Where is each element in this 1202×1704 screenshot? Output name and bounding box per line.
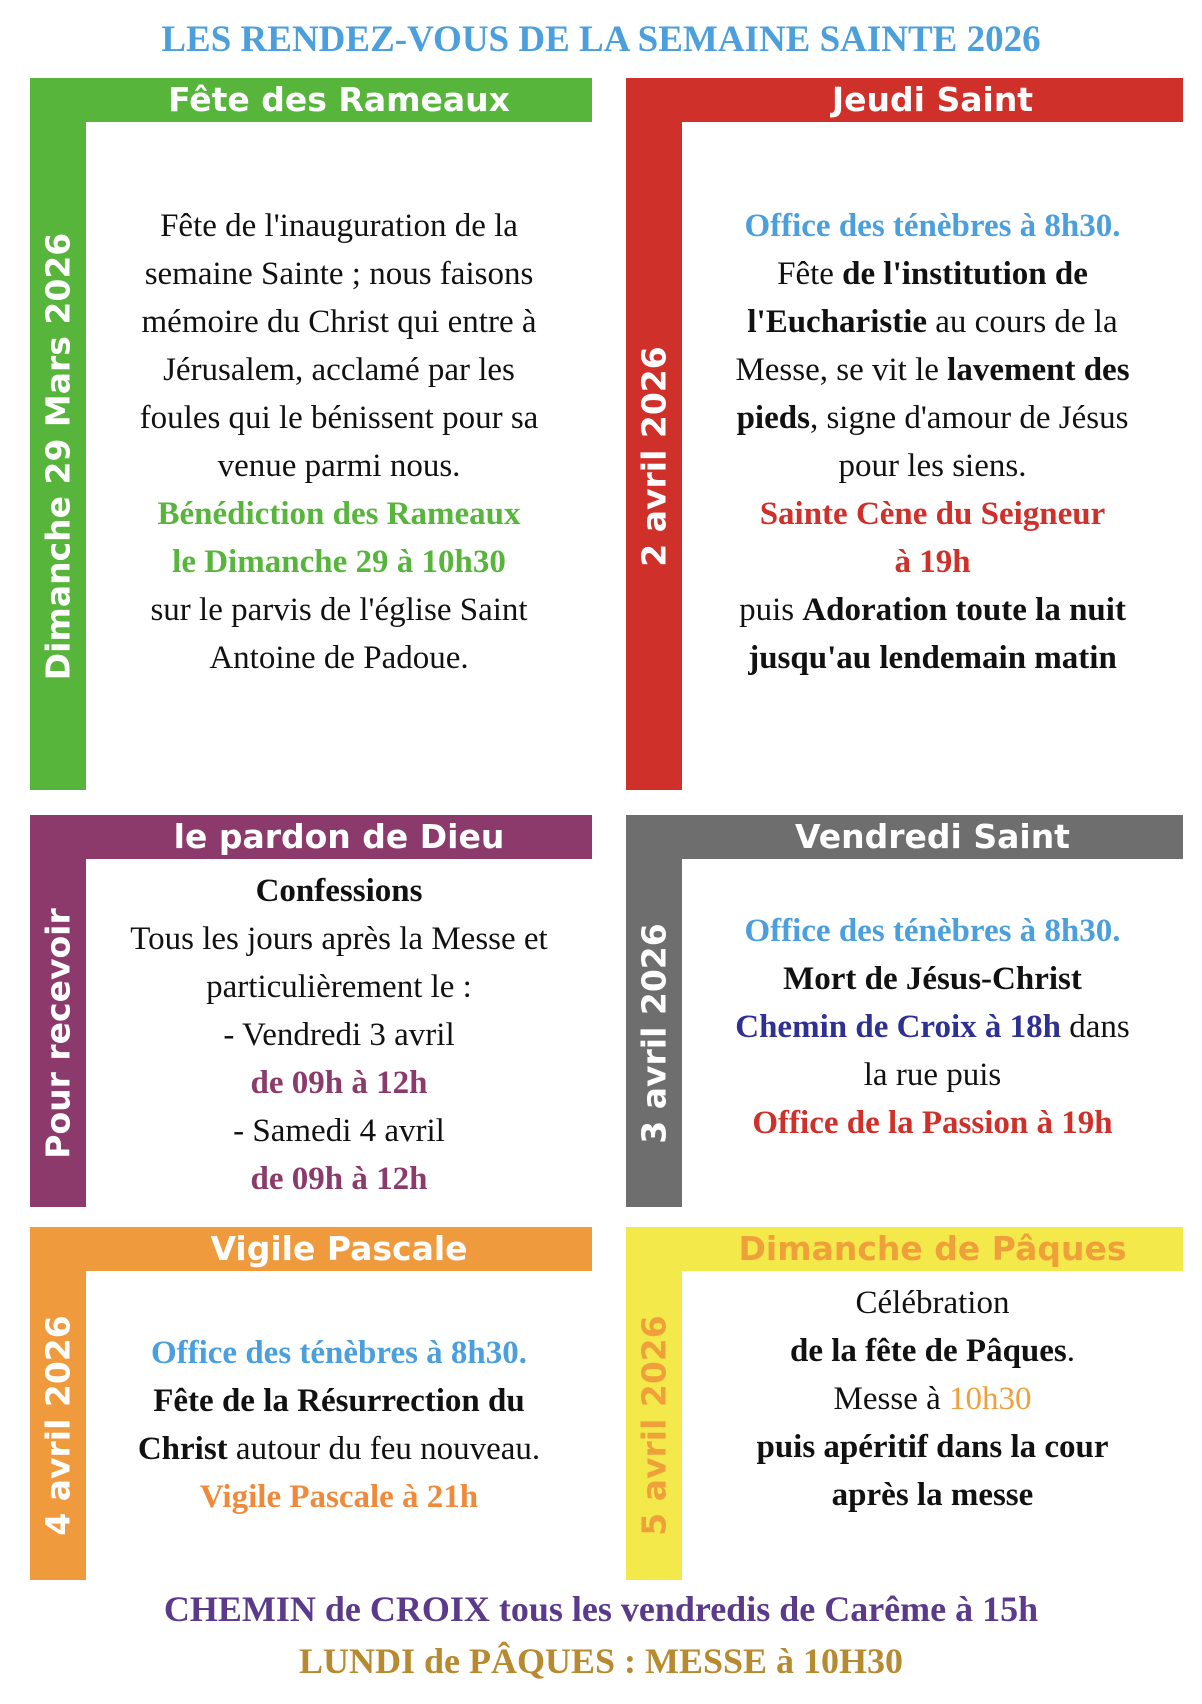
bold-line: puis apéritif dans la cour: [756, 1429, 1109, 1465]
card-vigile-pascale: [30, 1227, 592, 1580]
text-line: [682, 586, 1183, 634]
text-span: .: [1066, 1333, 1076, 1369]
bold-span: de l'institution de: [842, 256, 1088, 292]
text-line: [682, 346, 1183, 394]
card-header-title: Fête des Rameaux: [168, 80, 510, 119]
bold-span: Christ: [137, 1431, 228, 1467]
card-date-label: 5 avril 2026: [634, 1315, 674, 1536]
highlight-line: Office de la Passion à 19h: [752, 1105, 1113, 1141]
highlight-line: Vigile Pascale à 21h: [199, 1479, 479, 1515]
bold-span: l'Eucharistie: [747, 304, 928, 340]
card-date-label: 3 avril 2026: [634, 922, 674, 1144]
text-line: [86, 1425, 592, 1473]
text-span: au cours de la: [927, 304, 1118, 340]
highlight-line: à 19h: [894, 544, 971, 580]
highlight-line: Sainte Cène du Seigneur: [759, 496, 1106, 532]
highlight-line: Office des ténèbres à 8h30.: [744, 208, 1121, 244]
card-body: [682, 202, 1183, 792]
card-header-title: Vendredi Saint: [795, 817, 1070, 856]
highlight-line: de 09h à 12h: [250, 1065, 428, 1101]
text-span: autour du feu nouveau.: [227, 1431, 541, 1467]
text-line: [682, 1003, 1183, 1051]
card-body: [86, 202, 592, 792]
text-span: , signe d'amour de Jésus: [809, 400, 1129, 436]
card-pardon: [30, 815, 592, 1207]
bold-span: lavement des: [947, 352, 1130, 388]
highlight-span: Chemin de Croix à 18h: [735, 1009, 1061, 1045]
highlight-line: Bénédiction des Rameaux: [157, 496, 521, 532]
text-line: foules qui le bénissent pour sa: [139, 400, 539, 436]
card-dimanche-paques: [626, 1227, 1183, 1580]
text-line: sur le parvis de l'église Saint: [150, 592, 528, 628]
card-body: [86, 863, 592, 1207]
page-title: LES RENDEZ-VOUS DE LA SEMAINE SAINTE 2026: [161, 19, 1041, 60]
card-vendredi-saint: [626, 815, 1183, 1207]
text-line: pour les siens.: [838, 448, 1027, 484]
card-header-title: Dimanche de Pâques: [738, 1229, 1127, 1268]
highlight-line: Office des ténèbres à 8h30.: [150, 1335, 528, 1371]
text-line: - Vendredi 3 avril: [223, 1017, 455, 1053]
card-header-title: Jeudi Saint: [831, 80, 1034, 119]
highlight-span: 10h30: [948, 1381, 1032, 1417]
bold-line: jusqu'au lendemain matin: [748, 640, 1117, 676]
text-span: Messe, se vit le: [735, 352, 948, 388]
card-date-label: 2 avril 2026: [634, 345, 674, 567]
footer-lundi-paques: LUNDI de PÂQUES : MESSE à 10H30: [298, 1641, 904, 1681]
card-date-label: 4 avril 2026: [38, 1315, 78, 1536]
highlight-line: de 09h à 12h: [250, 1161, 428, 1197]
bold-span: de la fête de Pâques: [789, 1333, 1067, 1369]
footer-chemin-de-croix: CHEMIN de CROIX tous les vendredis de Carême à 15h: [163, 1589, 1039, 1629]
card-jeudi-saint: [626, 78, 1183, 790]
card-header-title: le pardon de Dieu: [173, 817, 505, 856]
card-header-title: Vigile Pascale: [210, 1229, 468, 1268]
highlight-line: le Dimanche 29 à 10h30: [172, 544, 506, 580]
text-span: puis: [739, 592, 803, 628]
card-rameaux: [30, 78, 592, 790]
card-body: [86, 1329, 592, 1529]
card-body: [682, 1279, 1183, 1529]
text-line: Tous les jours après la Messe et: [130, 921, 548, 957]
card-body: [682, 907, 1183, 1147]
text-line: [682, 1375, 1183, 1423]
highlight-line: Office des ténèbres à 8h30.: [744, 913, 1121, 949]
text-span: Messe à: [833, 1381, 949, 1417]
card-date-label: Dimanche 29 Mars 2026: [38, 232, 78, 680]
bold-line: Mort de Jésus-Christ: [783, 961, 1082, 997]
text-line: Jérusalem, acclamé par les: [163, 352, 515, 388]
text-line: venue parmi nous.: [217, 448, 461, 484]
text-line: mémoire du Christ qui entre à: [141, 304, 537, 340]
bold-line: Fête de la Résurrection du: [153, 1383, 525, 1419]
text-line: Célébration: [855, 1285, 1010, 1321]
text-line: la rue puis: [863, 1057, 1002, 1093]
text-span: Fête: [777, 256, 843, 292]
text-line: [682, 298, 1183, 346]
bold-line: Confessions: [255, 873, 423, 909]
bold-line: après la messe: [831, 1477, 1034, 1513]
text-line: Fête de l'inauguration de la: [160, 208, 518, 244]
text-line: [682, 1327, 1183, 1375]
bold-span: Adoration toute la nuit: [802, 592, 1126, 628]
text-line: semaine Sainte ; nous faisons: [144, 256, 534, 292]
card-side-label: Pour recevoir: [38, 907, 78, 1159]
text-span: dans: [1061, 1009, 1130, 1045]
text-line: - Samedi 4 avril: [233, 1113, 445, 1149]
text-line: [682, 394, 1183, 442]
text-line: particulièrement le :: [206, 969, 472, 1005]
bold-span: pieds: [736, 400, 810, 436]
text-line: [682, 250, 1183, 298]
text-line: Antoine de Padoue.: [209, 640, 469, 676]
